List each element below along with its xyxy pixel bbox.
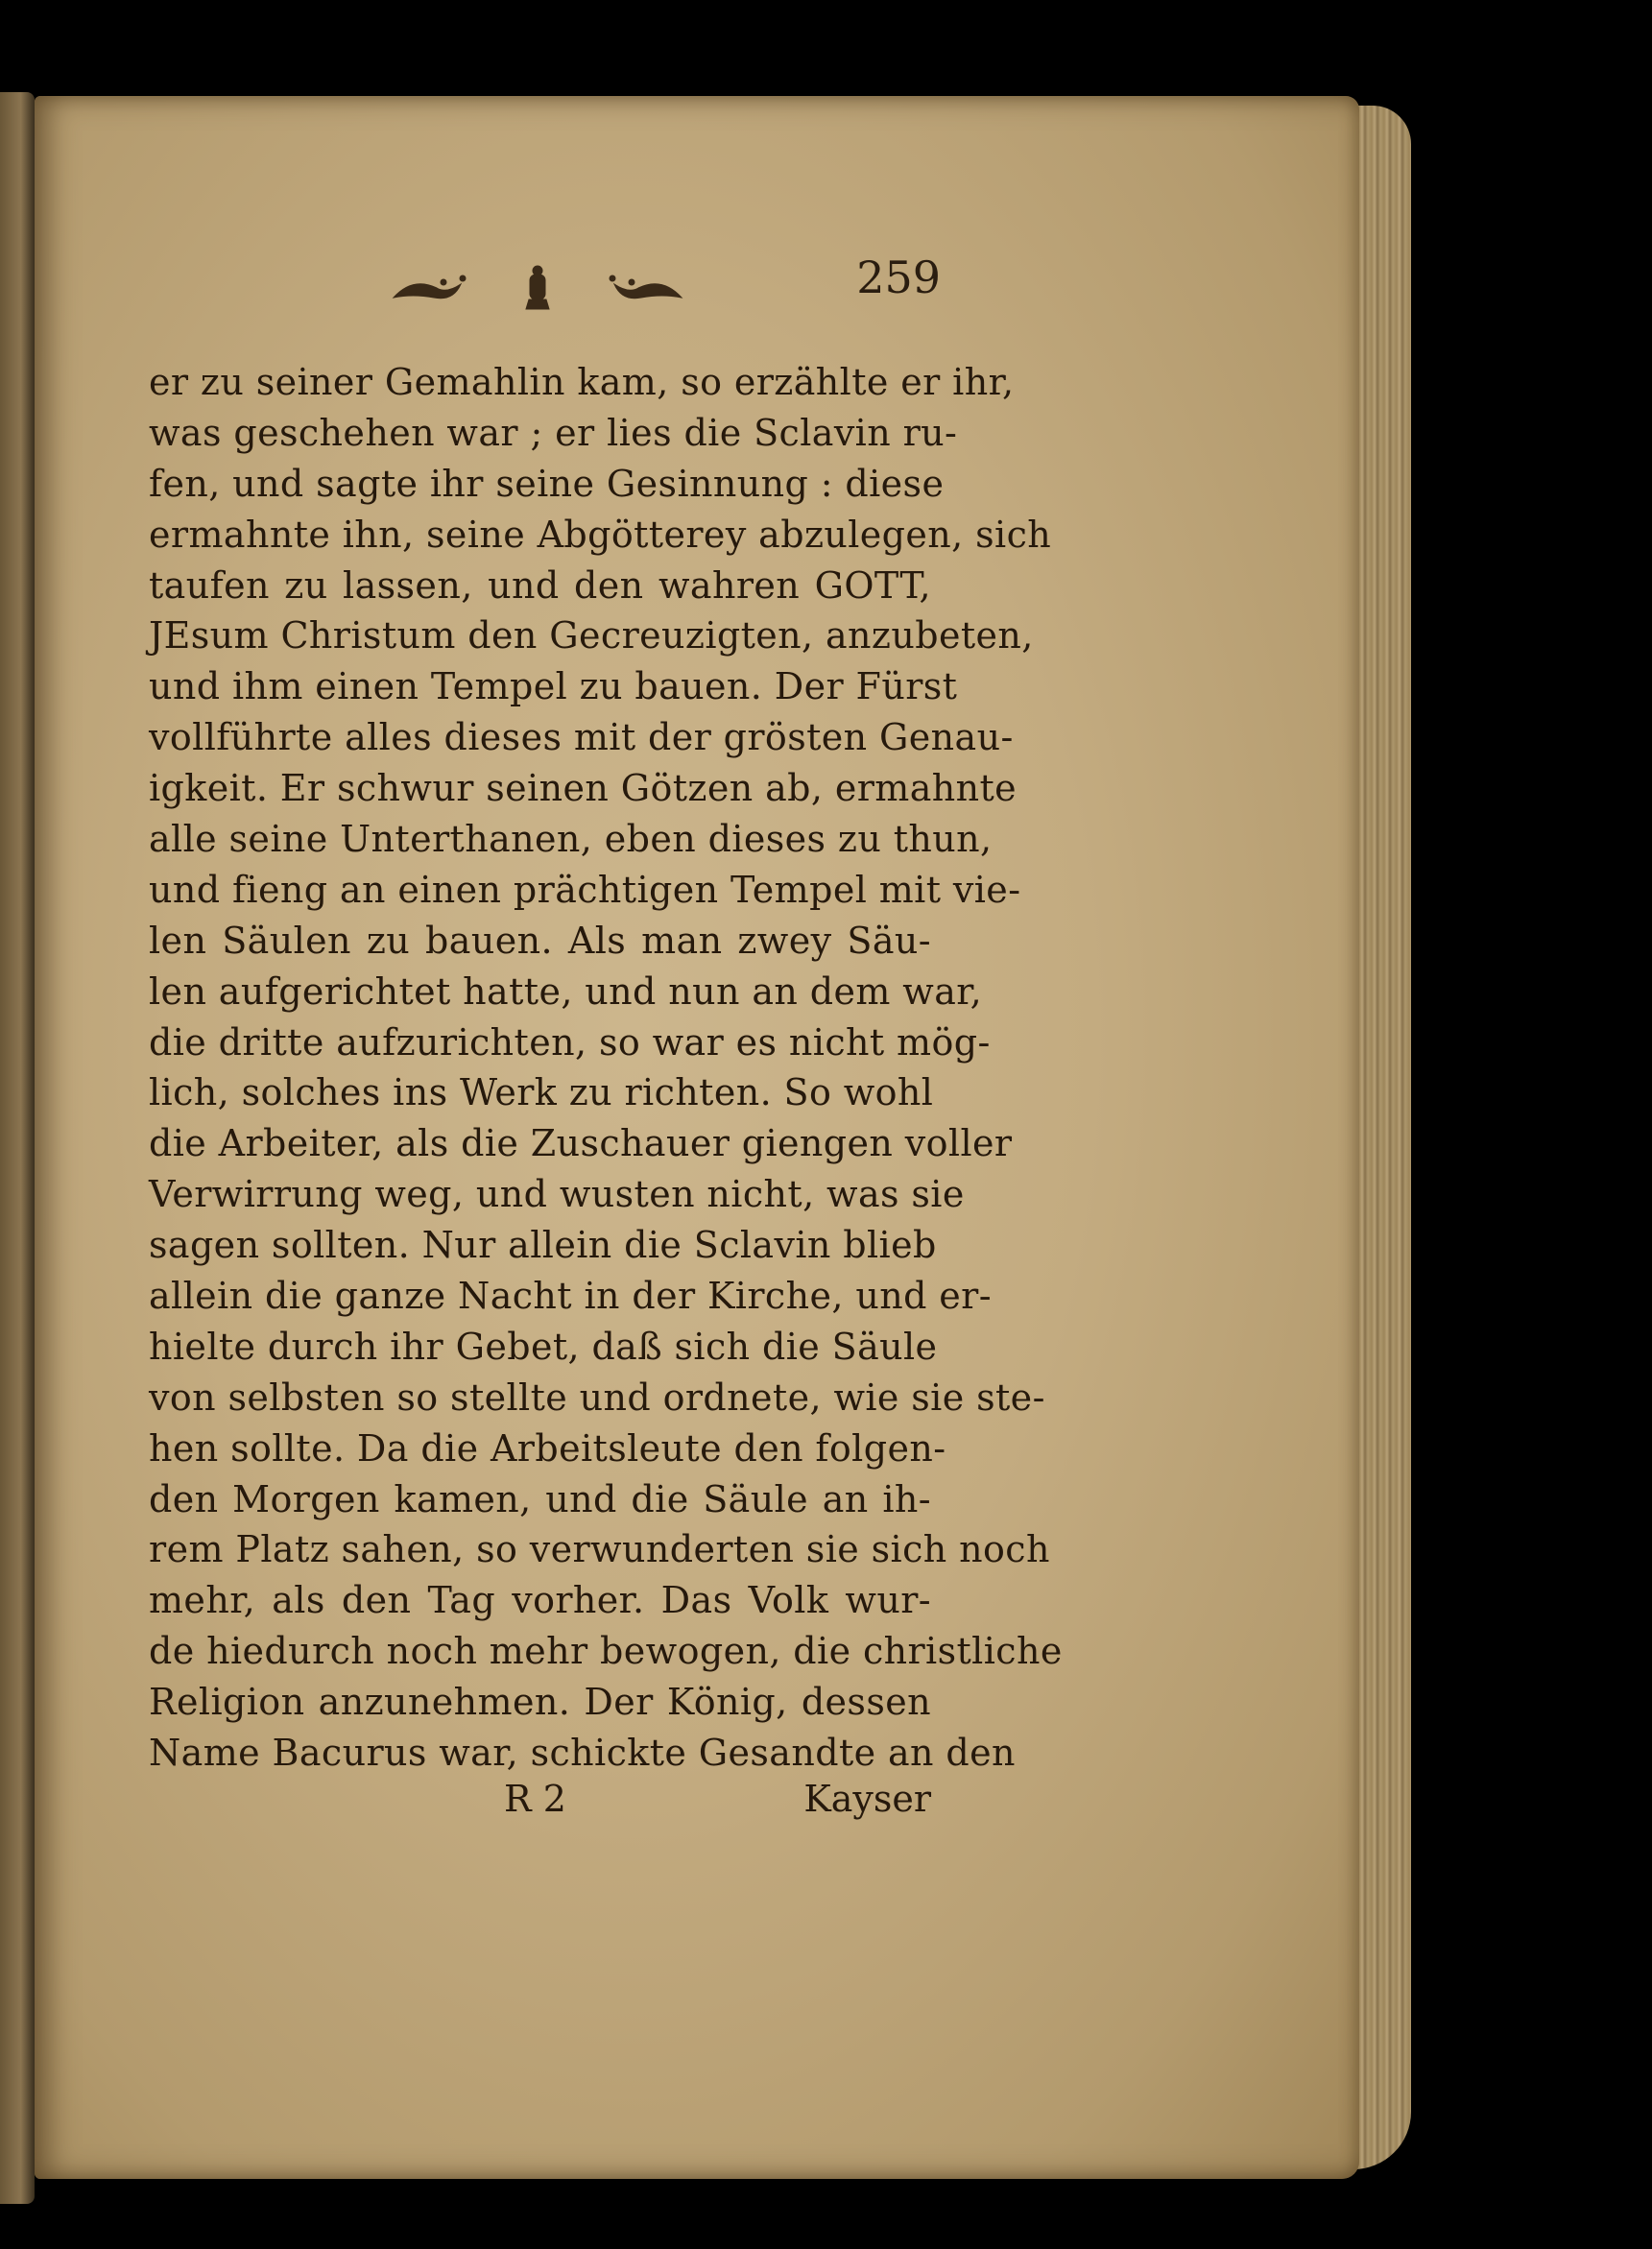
- text-line: hielte durch ihr Gebet, daß sich die Säule: [149, 1325, 938, 1368]
- text-line: JEsum Christum den Gecreuzigten, anzubeten,: [149, 614, 1034, 658]
- text-line: rem Platz sahen, so verwunderten sie sich noch: [149, 1528, 1050, 1571]
- signature-mark: R 2: [504, 1778, 566, 1820]
- text-line: was geschehen war ; er lies die Sclavin ru-: [149, 411, 958, 454]
- body-text: [149, 357, 1063, 1779]
- text-line: de hiedurch noch mehr bewogen, die christliche: [149, 1630, 1063, 1673]
- text-line: sagen sollten. Nur allein die Sclavin blieb: [149, 1224, 937, 1267]
- floral-ornament-icon: [384, 261, 691, 319]
- text-line: hen sollte. Da die Arbeitsleute den folgen-: [149, 1426, 946, 1470]
- text-line: taufen zu lassen, und den wahren GOTT,: [149, 563, 931, 607]
- text-line: alle seine Unterthanen, eben dieses zu thun,: [149, 818, 993, 861]
- text-line: ermahnte ihn, seine Abgötterey abzulegen, sich: [149, 513, 1052, 556]
- text-line: und ihm einen Tempel zu bauen. Der Fürst: [149, 665, 958, 708]
- text-line: den Morgen kamen, und die Säule an ih-: [149, 1477, 931, 1520]
- text-line: die Arbeiter, als die Zuschauer giengen voller: [149, 1122, 1013, 1165]
- text-line: von selbsten so stellte und ordnete, wie sie ste-: [149, 1376, 1045, 1419]
- catchword: Kayser: [803, 1778, 931, 1820]
- page-number: 259: [856, 251, 941, 303]
- text-line: len aufgerichtet hatte, und nun an dem war,: [149, 969, 983, 1013]
- text-line: Name Bacurus war, schickte Gesandte an den: [149, 1732, 1016, 1775]
- text-line: igkeit. Er schwur seinen Götzen ab, ermahnte: [149, 767, 1018, 810]
- text-line: vollführte alles dieses mit der grösten Genau-: [149, 716, 1014, 759]
- text-line: len Säulen zu bauen. Als man zwey Säu-: [149, 919, 931, 962]
- page-footer: [149, 1778, 931, 1831]
- text-line: und fieng an einen prächtigen Tempel mit vie-: [149, 868, 1021, 911]
- text-line: mehr, als den Tag vorher. Das Volk wur-: [149, 1579, 931, 1622]
- text-line: er zu seiner Gemahlin kam, so erzählte er ihr,: [149, 361, 1015, 403]
- text-line: die dritte aufzurichten, so war es nicht mög-: [149, 1020, 991, 1064]
- text-line: Religion anzunehmen. Der König, dessen: [149, 1681, 931, 1724]
- text-line: lich, solches ins Werk zu richten. So wohl: [149, 1071, 934, 1114]
- text-line: Verwirrung weg, und wusten nicht, was sie: [149, 1173, 965, 1216]
- previous-page-edge: [0, 92, 35, 2204]
- text-line: fen, und sagte ihr seine Gesinnung : diese: [149, 462, 945, 505]
- text-line: allein die ganze Nacht in der Kirche, und er-: [149, 1275, 992, 1318]
